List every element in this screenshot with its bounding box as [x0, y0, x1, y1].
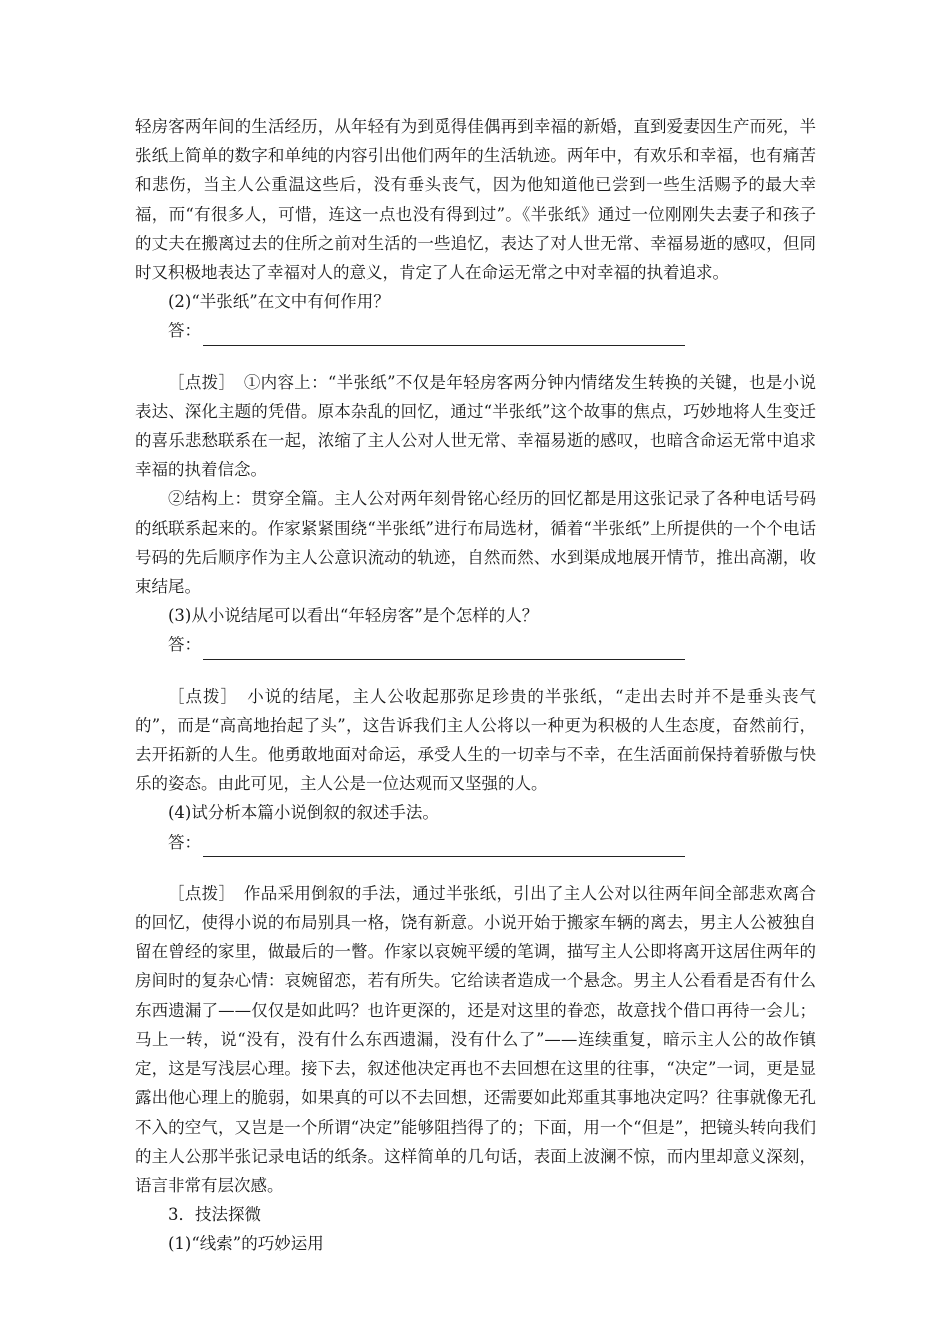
intro-paragraph: 轻房客两年间的生活经历，从年轻有为到觅得佳偶再到幸福的新婚，直到爱妻因生产而死，半张纸上简单的数字和单纯的内容引出他们两年的生活轨迹。两年中，有欢乐和幸福，也有痛苦和悲伤，当主人公重温这些后，没有垂头丧气，因为他知道他已尝到一些生活赐予的最大幸福，而“有很多人，可惜，连这一点也没有得到过”。《半张纸》通过一位刚刚失去妻子和孩子的丈夫在搬离过去的住所之前对生活的一些追忆，表达了对人世无常、幸福易逝的感叹，但同时又积极地表达了幸福对人的意义，肯定了人在命运无常之中对幸福的执着追求。: [135, 117, 816, 283]
question-2: (2)“半张纸”在文中有何作用？: [168, 292, 390, 312]
answer-blank[interactable]: [203, 836, 685, 857]
tip-2-structure: ②结构上：贯穿全篇。主人公对两年刻骨铭心经历的回忆都是用这张记录了各种电话号码的纸联系起来的。作家紧紧围绕“半张纸”进行布局选材，循着“半张纸”上所提供的一个个电话号码的先后顺序作为主人公意识流动的轨迹，自然而然、水到渠成地展开情节，推出高潮，收束结尾。: [135, 489, 816, 597]
answer-label: 答：: [168, 635, 201, 655]
answer-line-3: [168, 630, 816, 659]
question-4: (4)试分析本篇小说倒叙的叙述手法。: [168, 803, 439, 823]
tip-4: ［点拨］ 作品采用倒叙的手法，通过半张纸，引出了主人公对以往两年间全部悲欢离合的回忆，使得小说的布局别具一格，饶有新意。小说开始于搬家车辆的离去，男主人公被独自留在曾经的家里，做最后的一瞥。作家以哀婉平缓的笔调，描写主人公即将离开这居住两年的房间时的复杂心情：哀婉留恋，若有所失。它给读者造成一个悬念。男主人公看看是否有什么东西遗漏了——仅仅是如此吗？也许更深的，还是对这里的眷恋，故意找个借口再待一会儿；马上一转，说“没有，没有什么东西遗漏，没有什么了”——连续重复，暗示主人公的故作镇定，这是写浅层心理。接下去，叙述他决定再也不去回想在这里的往事，“决定”一词，更是显露出他心理上的脆弱，如果真的可以不去回想，还需要如此郑重其事地决定吗？往事就像无孔不入的空气，又岂是一个所谓“决定”能够阻挡得了的；下面，用一个“但是”，把镜头转向我们的主人公那半张记录电话的纸条。这样简单的几句话，表面上波澜不惊，而内里却意义深刻，语言非常有层次感。: [135, 883, 816, 1195]
answer-line-2: [168, 316, 816, 345]
document-page: [135, 112, 816, 1259]
answer-blank[interactable]: [203, 639, 685, 660]
tip-3: ［点拨］ 小说的结尾，主人公收起那弥足珍贵的半张纸，“走出去时并不是垂头丧气的”，而是“高高地抬起了头”，这告诉我们主人公将以一种更为积极的人生态度，奋然前行，去开拓新的人生。他勇敢地面对命运，承受人生的一切幸与不幸，在生活面前保持着骄傲与快乐的姿态。由此可见，主人公是一位达观而又坚强的人。: [135, 686, 816, 794]
section-3-sub-1: (1)“线索”的巧妙运用: [168, 1234, 324, 1254]
answer-label: 答：: [168, 321, 201, 341]
question-3: (3)从小说结尾可以看出“年轻房客”是个怎样的人？: [168, 606, 539, 626]
answer-blank[interactable]: [203, 325, 685, 346]
answer-line-4: [168, 828, 816, 857]
section-3-heading: 3．技法探微: [168, 1205, 261, 1225]
answer-label: 答：: [168, 832, 201, 852]
tip-2-content: ［点拨］ ①内容上：“半张纸”不仅是年轻房客两分钟内情绪发生转换的关键，也是小说表达、深化主题的凭借。原本杂乱的回忆，通过“半张纸”这个故事的焦点，巧妙地将人生变迁的喜乐悲愁联系在一起，浓缩了主人公对人世无常、幸福易逝的感叹，也暗含命运无常中追求幸福的执着信念。: [135, 372, 816, 480]
